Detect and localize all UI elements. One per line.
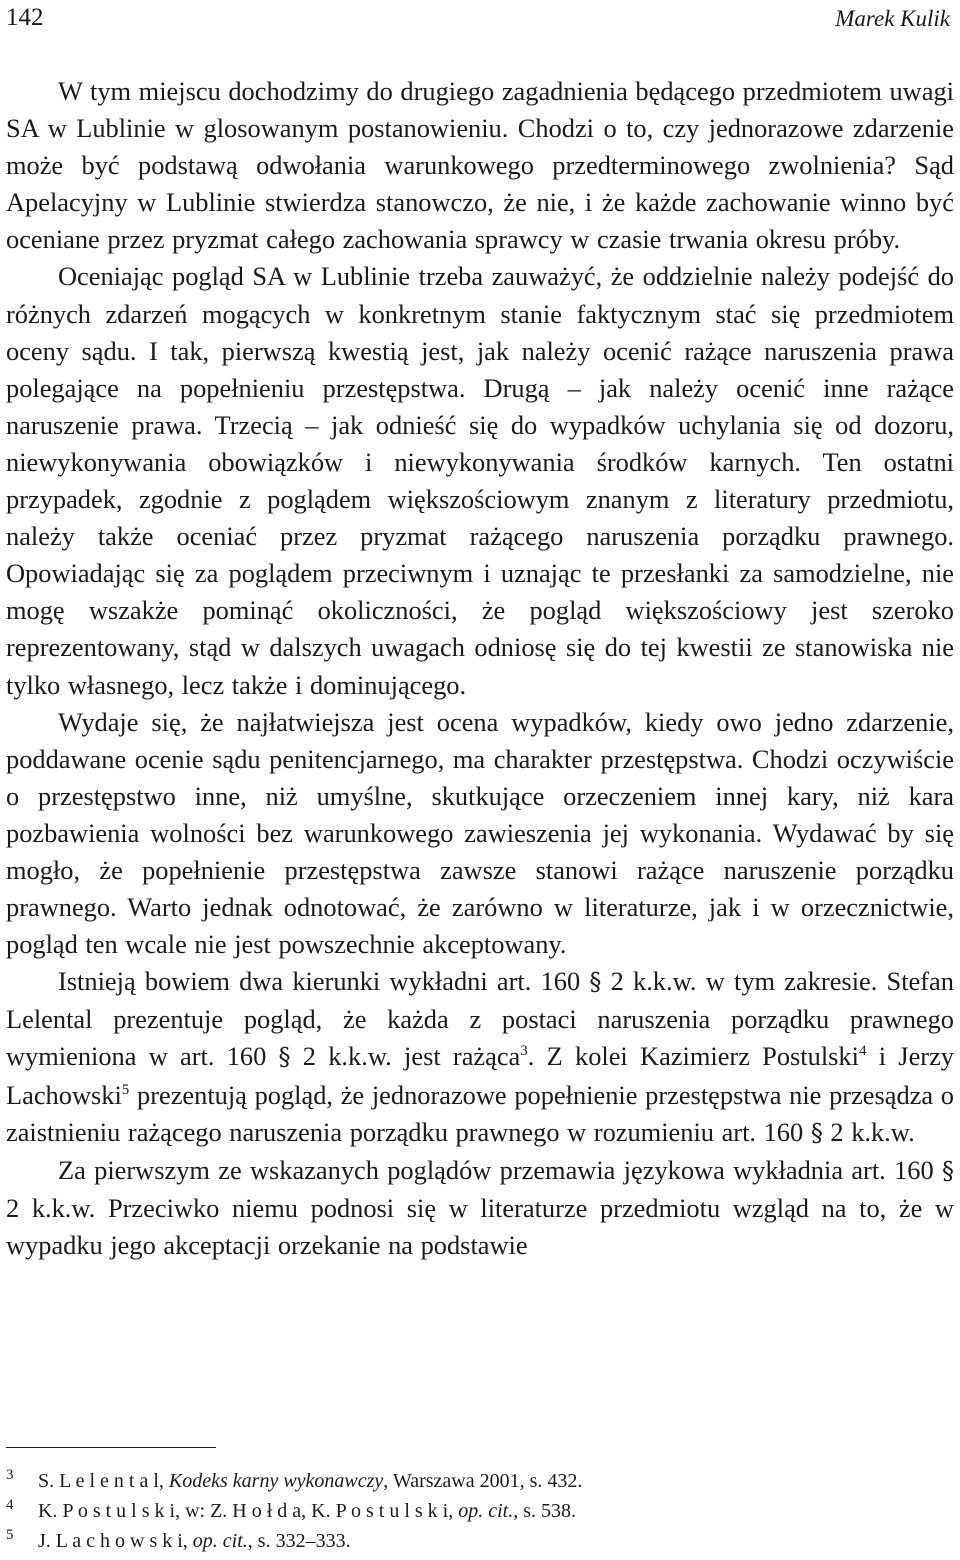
footnote-3: [6, 1466, 954, 1496]
text-run: prezentują pogląd, że jednorazowe popełnienie przestępstwa nie przesądza o zaistnieniu rażącego naruszenia porządku prawnego w rozumieniu art. 160: [6, 1079, 954, 1147]
footnote-mid: , K.: [301, 1500, 336, 1522]
footnote-ref-4[interactable]: 4: [858, 1043, 867, 1060]
footnote-number: 4: [6, 1497, 14, 1513]
page-header: [6, 4, 950, 36]
footnote-separator: [6, 1447, 216, 1448]
text-run: Za pierwszym ze wskazanych poglądów przemawia językowa wykładnia art. 160: [58, 1154, 934, 1185]
text-run: Istnieją bowiem dwa kierunki wykładni art. 160: [58, 966, 581, 997]
footnote-rest: , s. 332–333.: [247, 1530, 351, 1552]
footnote-rest: , Warszawa 2001, s. 432.: [383, 1470, 583, 1492]
footnote-title: Kodeks karny wykonawczy: [168, 1470, 384, 1492]
running-head-author: Marek Kulik: [835, 6, 950, 31]
footnote-number: 5: [6, 1527, 14, 1543]
footnote-ref-3[interactable]: 3: [520, 1043, 528, 1060]
section-sign: §: [941, 1156, 954, 1185]
footnote-author: H o ł d a: [232, 1500, 302, 1522]
footnote-separator-text: ,: [158, 1470, 169, 1492]
footnote-author: K. P o s t u l s k i: [38, 1500, 176, 1522]
footnote-4: [6, 1496, 954, 1526]
paragraph-2: Oceniając pogląd SA w Lublinie trzeba zauważyć, że oddzielnie należy podejść do różnych zdarzeń mogących w konkretnym stanie faktycznym stać się przedmiotem oceny sądu. I tak, pierwszą kwestią jest, jak należy ocenić rażące naruszenia prawa polegające na popełnieniu przestępstwa. Drugą – jak należy ocenić inne rażące naruszenie prawa. Trzecią – jak odnieść się do wypadków uchylania się od dozoru, niewykonywania obowiązków i niewykonywania środków karnych. Ten ostatni przypadek, zgodnie z poglądem większościowym znanym z literatury przedmiotu, należy także oceniać przez pryzmat rażącego naruszenia porządku prawnego. Opowiadając się za poglądem przeciwnym i uznając te przesłanki za samodzielne, nie mogę wszakże pominąć okoliczności, że pogląd większościowy jest szeroko reprezentowany, stąd w dalszych uwagach odniosę się do tej kwestii ze stanowiska nie tylko własnego, lecz także i dominującego.: [6, 261, 954, 700]
text-run: 2 k.k.w. Przeciwko niemu podnosi się w literaturze przedmiotu wzgląd na to, że w wypadku jego akceptacji orzekanie na podstawie: [6, 1192, 954, 1260]
text-run: 2 k.k.w. w tym zakresie. Stefan Lelental prezentuje pogląd, że każda z postaci naruszenia porządku prawnego wymieniona w art. 160: [6, 966, 954, 1072]
footnote-ref-5[interactable]: 5: [121, 1081, 130, 1098]
footnote-title: op. cit.: [458, 1500, 514, 1522]
footnote-mid: , w: Z.: [175, 1500, 233, 1522]
footnote-separator-text: ,: [182, 1530, 193, 1552]
footnote-5: [6, 1526, 954, 1556]
section-sign: §: [810, 1118, 823, 1147]
text-run: . Z kolei Kazimierz Postulski: [527, 1041, 859, 1072]
footnote-rest: , s. 538.: [513, 1500, 577, 1522]
section-sign: §: [589, 968, 602, 997]
text-run: 2 k.k.w.: [830, 1116, 915, 1147]
footnote-author: P o s t u l s k i: [335, 1500, 449, 1522]
footnote-author: S. L e l e n t a l: [38, 1470, 159, 1492]
paragraph-1: W tym miejscu dochodzimy do drugiego zagadnienia będącego przedmiotem uwagi SA w Lublinie w glosowanym postanowieniu. Chodzi o to, czy jednorazowe zdarzenie może być podstawą odwołania warunkowego przedterminowego zwolnienia? Sąd Apelacyjny w Lublinie stwierdza stanowczo, że nie, i że każde zachowanie winno być oceniane przez pryzmat całego zachowania sprawcy w czasie trwania okresu próby.: [6, 76, 954, 255]
footnote-author: J. L a c h o w s k i: [38, 1530, 183, 1552]
section-sign: §: [278, 1043, 291, 1072]
paragraph-4: [6, 963, 954, 1151]
body-text: [6, 73, 954, 1264]
footnotes: [6, 1466, 954, 1556]
footnote-separator-text: ,: [448, 1500, 459, 1522]
paragraph-5: [6, 1152, 954, 1264]
paragraph-3: Wydaje się, że najłatwiejsza jest ocena wypadków, kiedy owo jedno zdarzenie, poddawane ocenie sądu penitencjarnego, ma charakter przestępstwa. Chodzi oczywiście o przestępstwo inne, niż umyślne, skutkujące orzeczeniem innej kary, niż kara pozbawienia wolności bez warunkowego zawieszenia jej wykonania. Wydawać by się mogło, że popełnienie przestępstwa zawsze stanowi rażące naruszenie porządku prawnego. Warto jednak odnotować, że zarówno w literaturze, jak i w orzecznictwie, pogląd ten wcale nie jest powszechnie akceptowany.: [6, 706, 954, 960]
text-run: 2 k.k.w. jest rażąca: [302, 1041, 521, 1072]
footnote-number: 3: [6, 1467, 14, 1483]
text-run: i Jerzy Lachowski: [6, 1041, 954, 1110]
page-number: 142: [6, 4, 44, 31]
footnote-title: op. cit.: [192, 1530, 248, 1552]
